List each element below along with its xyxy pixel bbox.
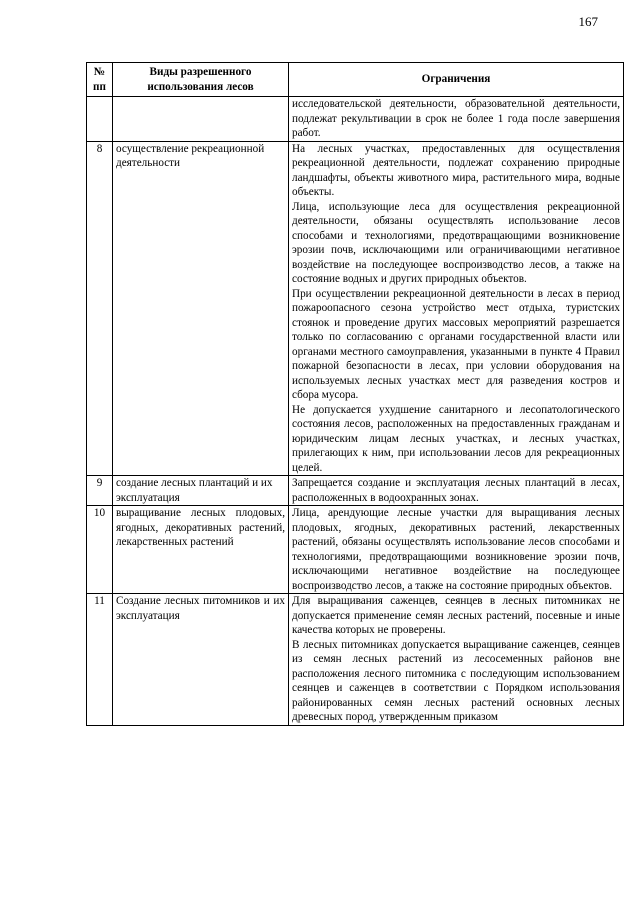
table-header-row [87, 63, 624, 97]
usage-type-cell: выращивание лесных плодовых, ягодных, декоративных растений, лекарственных растений [113, 506, 289, 594]
table-row [87, 594, 624, 726]
table-row [87, 141, 624, 476]
usage-type-cell: Создание лесных питомников и их эксплуатация [113, 594, 289, 726]
page-number: 167 [578, 14, 598, 29]
limitation-paragraph: Лица, использующие леса для осуществления рекреационной деятельности, обязаны осуществлять использование лесов способами и технологиями, предотвращающими возникновение эрозии почв, исключающими или ограничивающими негативное воздействие на последующее воспроизводство лесов, а также на состояние водных и других природных объектов. [292, 200, 620, 285]
restrictions-table [86, 62, 624, 726]
limitation-paragraph: Запрещается создание и эксплуатация лесных плантаций в лесах, расположенных в водоохранных зонах. [292, 477, 620, 504]
header-limitations: Ограничения [289, 63, 624, 97]
table-row [87, 506, 624, 594]
header-usage-type: Виды разрешенного использования лесов [113, 63, 289, 97]
limitations-cell [289, 476, 624, 506]
limitation-paragraph: В лесных питомниках допускается выращивание саженцев, сеянцев из семян лесных растений из лесосеменных районов вне расположения лесного питомника с последующим использованием сеянцев и саженцев в соответствии с Порядком использования районированных семян лесных растений основных лесных древесных пород, утвержденным приказом [292, 638, 620, 723]
row-number [87, 97, 113, 142]
row-number: 10 [87, 506, 113, 594]
limitation-paragraph: исследовательской деятельности, образовательной деятельности, подлежат рекультивации в срок не более 1 года после завершения работ. [292, 98, 620, 139]
usage-type-cell [113, 97, 289, 142]
limitation-paragraph: Для выращивания саженцев, сеянцев в лесных питомниках не допускается применение семян лесных растений, посевные и иные качества которых не проверены. [292, 595, 620, 636]
limitations-cell [289, 141, 624, 476]
limitations-cell [289, 594, 624, 726]
header-number: № пп [87, 63, 113, 97]
table-row [87, 476, 624, 506]
table-row [87, 97, 624, 142]
limitations-cell [289, 506, 624, 594]
limitation-paragraph: При осуществлении рекреационной деятельности в лесах в период пожароопасного сезона устройство мест отдыха, туристских стоянок и проведение других массовых мероприятий разрешается только по согласованию с органами государственной власти или органами местного самоуправления, указанными в пункте 4 Правил пожарной безопасности в лесах, при условии оборудования на используемых лесных участках мест для разведения костров и сбора мусора. [292, 287, 620, 401]
row-number: 8 [87, 141, 113, 476]
usage-type-cell: осуществление рекреационной деятельности [113, 141, 289, 476]
limitation-paragraph: На лесных участках, предоставленных для осуществления рекреационной деятельности, подлежат сохранению природные ландшафты, объекты животного мира, растительного мира, водные объекты. [292, 142, 620, 198]
row-number: 9 [87, 476, 113, 506]
limitation-paragraph: Лица, арендующие лесные участки для выращивания лесных плодовых, ягодных, декоративных растений, лекарственных растений, обязаны осуществлять использование лесов способами и технологиями, предотвращающими возникновение эрозии почв, исключающими негативное воздействие на последующее воспроизводство лесов, а также на состояние природных объектов. [292, 507, 620, 592]
row-number: 11 [87, 594, 113, 726]
limitation-paragraph: Не допускается ухудшение санитарного и лесопатологического состояния лесов, расположенных на предоставленных гражданам и юридическим лицам лесных участках, и лесных участках, прилегающих к ним, при использовании лесов для рекреационных целей. [292, 403, 620, 474]
usage-type-cell: создание лесных плантаций и их эксплуатация [113, 476, 289, 506]
limitations-cell [289, 97, 624, 142]
